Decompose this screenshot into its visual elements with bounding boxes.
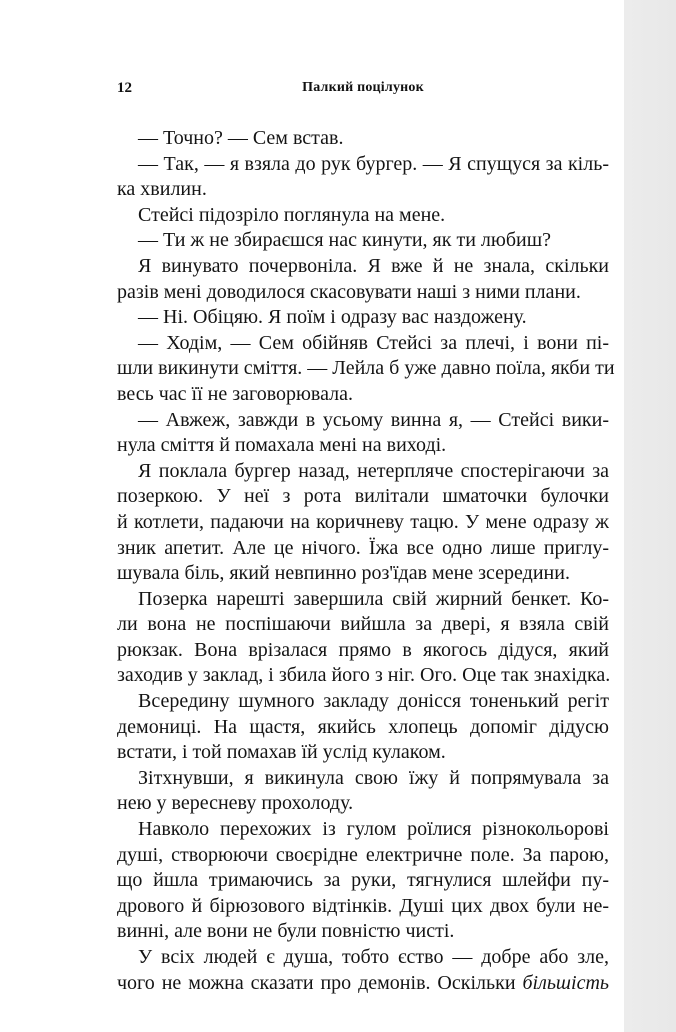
body-text (117, 126, 615, 996)
text-line: Навколо перехожих із гулом роїлися різнокольорові (138, 818, 609, 841)
text-line: ка хвилин. (117, 178, 207, 201)
text-line: встати, і той помахав їй услід кулаком. (117, 741, 446, 764)
text-line: Я винувато почервоніла. Я вже й не знала, скільки (138, 254, 609, 277)
text-line: — Ні. Обіцяю. Я поїм і одразу вас наздожену. (138, 306, 527, 329)
text-line: й котлети, падаючи на коричневу тацю. У мене одразу ж (117, 510, 609, 533)
text-line: зник апетит. Але це нічого. Їжа все одно лише приглу- (117, 536, 609, 559)
page-number: 12 (117, 80, 132, 96)
text-line: дрового й бірюзового відтінків. Душі цих двох були не- (117, 894, 609, 917)
text-line: шувала біль, який невпинно роз'їдав мене зсередини. (117, 562, 570, 585)
text-line: — Ходім, — Сем обійняв Стейсі за плечі, і вони пі- (138, 331, 609, 354)
text-line: демониці. На щастя, якийсь хлопець допоміг дідусю (117, 715, 609, 738)
text-line: разів мені доводилося скасовувати наші з ними плани. (117, 280, 581, 303)
text-line: весь час її не заговорювала. (117, 382, 354, 405)
text-line: шли викинути сміття. — Лейла б уже давно поїла, якби ти (117, 357, 615, 380)
running-head (117, 80, 609, 102)
text-line: Стейсі підозріло поглянула на мене. (138, 203, 446, 226)
emphasized-word: більшість (522, 971, 609, 994)
text-line-final (117, 971, 609, 997)
text-line: Позерка нарешті завершила свій жирний бенкет. Ко- (138, 587, 609, 610)
text-line: рюкзак. Вона врізалася прямо в якогось дідуся, який (117, 638, 609, 661)
text-line: нею у вересневу прохолоду. (117, 792, 354, 815)
text-line: Зітхнувши, я викинула свою їжу й попрямувала за (138, 766, 609, 789)
text-line: Я поклала бургер назад, нетерпляче спостерігаючи за (138, 459, 609, 482)
text-line: — Точно? — Сем встав. (138, 127, 344, 149)
text-line-start: чого не можна сказати про демонів. Оскільки (117, 971, 516, 994)
text-line: позеркою. У неї з рота вилітали шматочки булочки (117, 485, 609, 508)
text-line: нула сміття й помахала мені на виході. (117, 434, 447, 457)
text-line: заходив у заклад, і збила його з ніг. Ого. Оце так знахідка. (117, 664, 611, 687)
text-line: Всередину шумного закладу донісся тоненький регіт (138, 690, 609, 713)
book-title: Палкий поцілунок (302, 80, 424, 95)
text-line: ли вона не поспішаючи вийшла за двері, я взяла свій (117, 613, 609, 636)
text-line: що йшла тримаючись за руки, тягнулися шлейфи пу- (117, 869, 609, 892)
text-line: — Так, — я взяла до рук бургер. — Я спущуся за кіль- (138, 152, 609, 175)
text-line: душі, створюючи своєрідне електричне поле. За парою, (117, 843, 609, 866)
text-line: винні, але вони не були повністю чисті. (117, 920, 455, 943)
text-line: — Ти ж не збираєшся нас кинути, як ти любиш? (138, 229, 551, 252)
text-line: — Авжеж, завжди в усьому винна я, — Стейсі вики- (138, 408, 609, 431)
margin-strip (624, 0, 676, 1032)
text-line: У всіх людей є душа, тобто єство — добре або зле, (138, 946, 609, 968)
